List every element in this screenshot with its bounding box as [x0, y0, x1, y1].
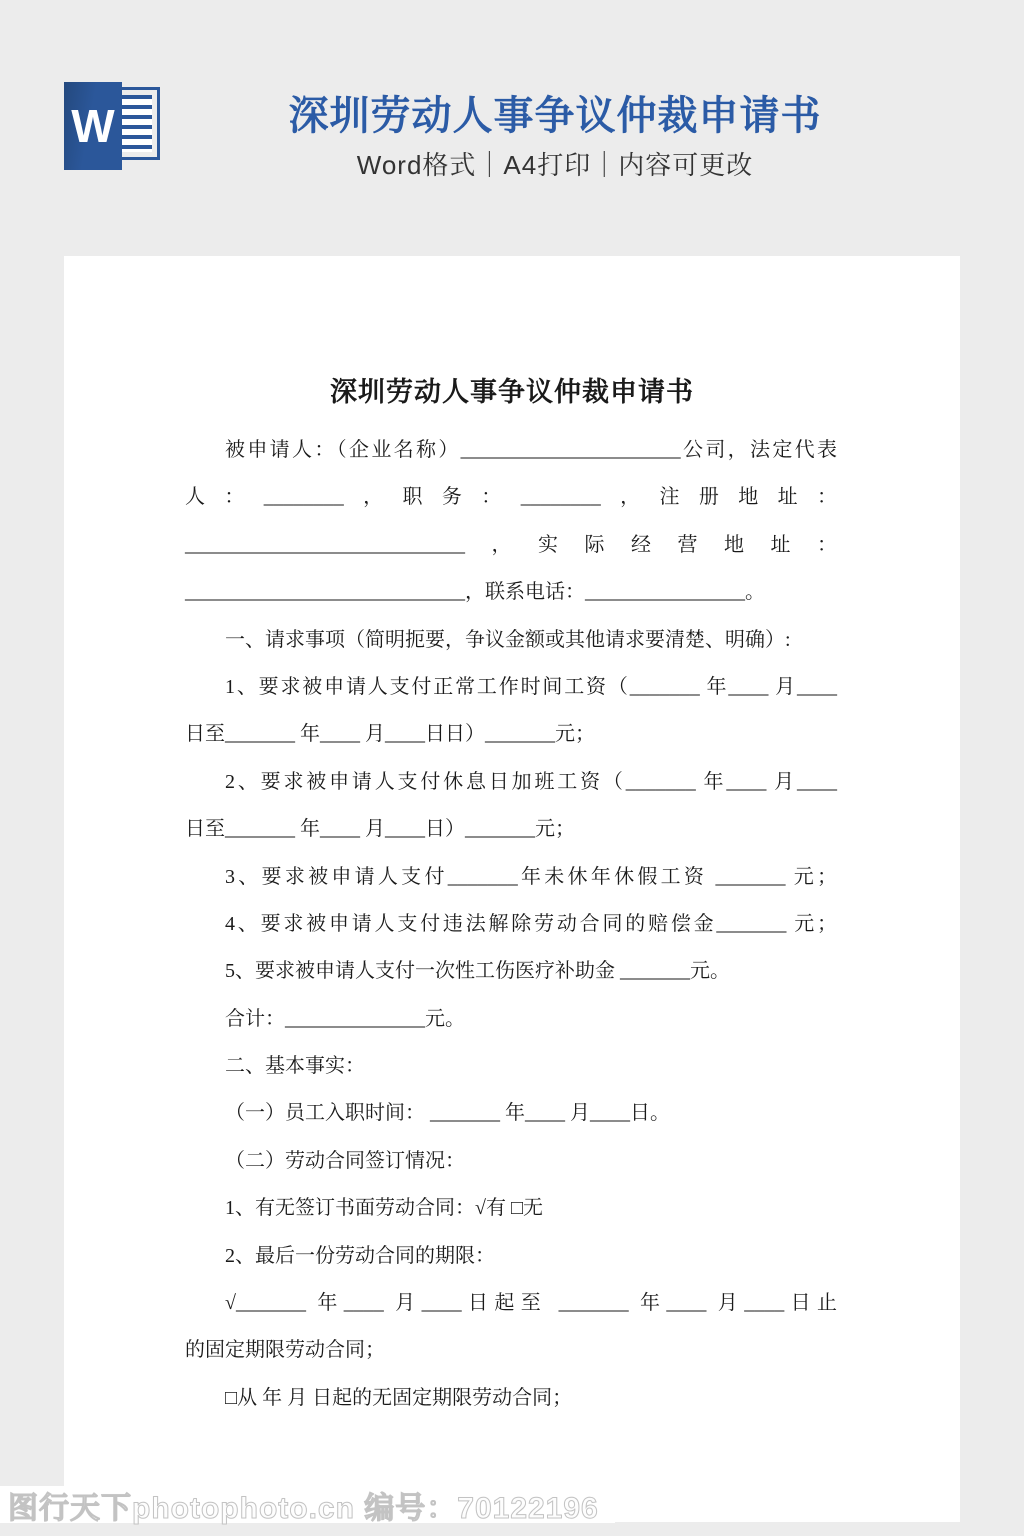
header-text [170, 92, 940, 180]
doc-line: 5、要求被申请人支付一次性工伤医疗补助金 _______元。 [225, 960, 730, 983]
watermark-text: 图行天下photophoto.cn 编号：70122196 [8, 1491, 599, 1525]
doc-line: 2、最后一份劳动合同的期限： [225, 1244, 495, 1267]
doc-line: 日至_______ 年____ 月____日日）_______元； [185, 723, 595, 746]
document-page [64, 256, 960, 1522]
doc-line: √_______ 年____ 月____日起至 _______ 年____ 月____日止 [225, 1292, 837, 1315]
doc-line: 的固定期限劳动合同； [185, 1339, 385, 1362]
doc-line: ____________________________，实际经营地址： [185, 533, 837, 556]
doc-line: 一、请求事项（简明扼要，争议金额或其他请求要清楚、明确）: [225, 628, 791, 651]
template-header [0, 0, 1024, 256]
doc-line: 3、要求被申请人支付_______年未休年休假工资 _______ 元； [225, 865, 837, 888]
word-icon-letter: W [64, 82, 122, 170]
doc-line: 二、基本事实： [225, 1055, 365, 1078]
document-body [185, 427, 837, 1422]
template-title: 深圳劳动人事争议仲裁申请书 [288, 94, 822, 138]
doc-line: 人：________，职务：________，注册地址： [185, 486, 837, 509]
doc-line: 合计：______________元。 [225, 1007, 465, 1030]
word-icon [64, 82, 160, 170]
doc-line: （一）员工入职时间： _______ 年____ 月____日。 [225, 1102, 670, 1125]
doc-line: ____________________________，联系电话：________________。 [185, 581, 765, 604]
template-subtitle: Word格式｜A4打印｜内容可更改 [356, 150, 754, 180]
watermark [0, 1486, 615, 1523]
doc-line: 4、要求被申请人支付违法解除劳动合同的赔偿金_______ 元； [225, 912, 837, 935]
doc-line: 日至_______ 年____ 月____日）_______元； [185, 818, 575, 841]
doc-line: 1、有无签订书面劳动合同：√有 □无 [225, 1197, 544, 1220]
document-title: 深圳劳动人事争议仲裁申请书 [330, 377, 694, 407]
doc-line: □从 年 月 日起的无固定期限劳动合同； [225, 1386, 573, 1409]
doc-line: 被申请人：（企业名称）______________________公司，法定代表 [225, 439, 837, 461]
doc-line: 1、要求被申请人支付正常工作时间工资（_______ 年____ 月____ [225, 675, 837, 698]
doc-line: （二）劳动合同签订情况： [225, 1149, 465, 1172]
doc-line: 2、要求被申请人支付休息日加班工资（_______ 年____ 月____ [225, 770, 837, 793]
